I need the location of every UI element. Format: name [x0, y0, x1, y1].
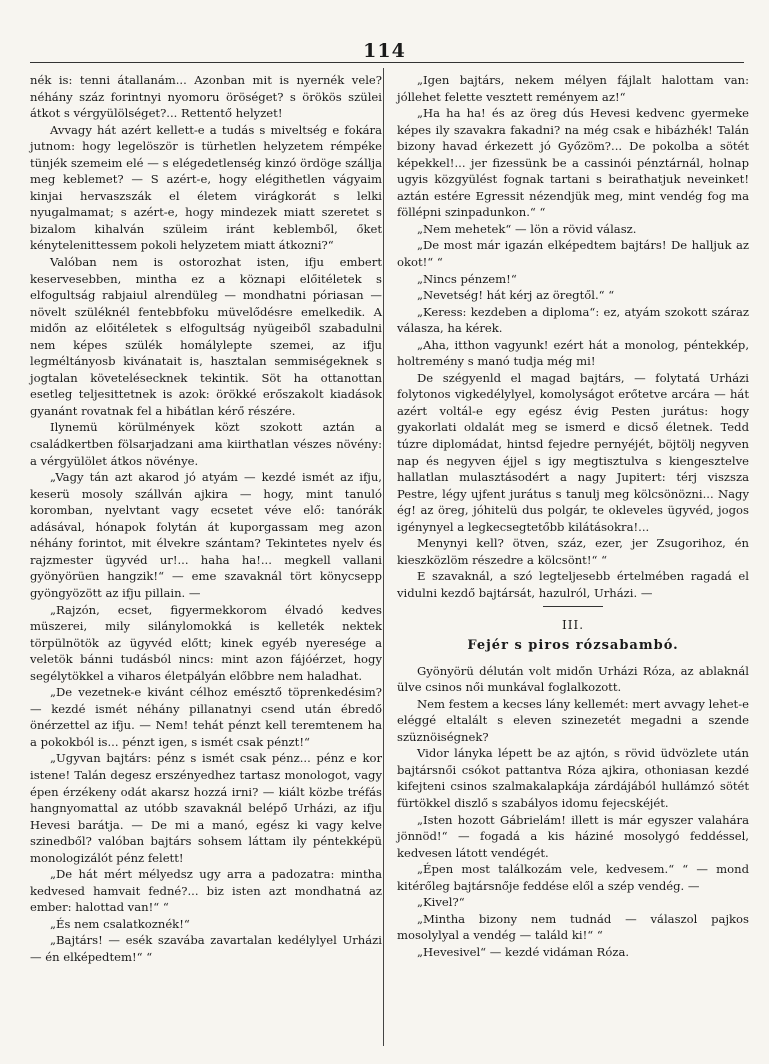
- section-rule: [543, 606, 603, 607]
- paragraph: „Hevesivel“ — kezdé vidáman Róza.: [417, 944, 630, 959]
- paragraph: De szégyenld el magad bajtárs, — folytatá Urházi folytonos vigkedélylyel, komolyságot erőtetve arcára — hát azért voltál-e egy egész évig Pesten jurátus: hogy gyakorlati oldalát meg se ismerd e dicső életnek. Tedd túzre diplomádat, hintsd fejedre pernyéjét, böjtölj negyven nap és negyven éjjel s igy megtisztulva s kiengesztelve hallatlan mulasztásodért a nagy Jupitert: térj viszsza Pestre, légy ujfent jurátus s tanulj meg kölcsönözni... Nagy ég! az öreg, jóhitelü dus polgár, te okleveles ügyvéd, jogos igénynyel a legkecsegtetőbb kilátásokra!...: [397, 370, 749, 534]
- paragraph: nék is: tenni átallanám... Azonban mit is nyernék vele? néhány száz forintnyi nyomoru öröséget? s örökös szülei átkot s vérgyülölséget?... Rettentő helyzet!: [30, 73, 382, 121]
- column-divider: [383, 68, 384, 1046]
- paragraph: „Keress: kezdeben a diploma“: ez, atyám szokott száraz válasza, ha kérek.: [397, 304, 749, 336]
- paragraph: „Kivel?“: [417, 895, 465, 910]
- paragraph: Vidor lányka lépett be az ajtón, s rövid üdvözlete után bajtársnői csókot pattantva Róza ajkira, othoniasan kezdé kifejteni csinos szalmakalapkája zárdájából hullámzó sötét fürtökkel diszlő s szabályos idomu fejecskéjét.: [397, 746, 749, 810]
- section-number: III.: [561, 617, 585, 632]
- section-title: Fejér s piros rózsabambó.: [467, 638, 679, 654]
- paragraph: „Mintha bizony nem tudnád — válaszol pajkos mosolylyal a vendég — találd ki!“ “: [397, 911, 749, 943]
- paragraph: „Igen bajtárs, nekem mélyen fájlalt halottam van: jóllehet felette vesztett reményem az!“: [397, 73, 749, 104]
- paragraph: „Ha ha ha! és az öreg dús Hevesi kedvenc gyermeke képes ily szavakra fakadni? na még csak e hibázhék! Talán bizony havad érkezett jó Győzöm?... De pokolba a sötét képekkel!... jer fizessünk be a cassinói pénztárnál, holnap ugyis közgyülést fognak tartani s beirathatjuk neveinket! aztán estére Egressit nézendjük meg, mint vendég fog ma föllépni szinpadunkon.“ “: [397, 106, 749, 220]
- paragraph: Avvagy hát azért kellett-e a tudás s miveltség e fokára jutnom: hogy legelöször is türhetlen helyzetem rémpéke tünjék szemeim elé — s elégedetlenség kinzó ördöge szállja meg keblemet? — S azért-e, hogy elégithetlen vágyaim kinjai hervaszszák el életem virágkorát s lelki nyugalmamat; s azért-e, hogy mindezek miatt szeretet s bizalom kihalván szüleim iránt keblemből, őket kénytelenittessem pokoli helyzetem miatt átkozni?“: [30, 122, 382, 253]
- paragraph: „Nem mehetek“ — lön a rövid válasz.: [417, 221, 637, 236]
- paragraph: „Rajzón, ecset, figyermekkorom élvadó kedves müszerei, mily silánylomokká is kelleték nektek törpülnötök az ügyvéd előtt; kinek egyéb nyeresége a veletök bánni tudásból nincs: mint azon fájóérzet, hogy segélytökkel a viharos életpályán előbbre nem haladhat.: [30, 602, 382, 683]
- paragraph: „Épen most találkozám vele, kedvesem.“ “ — mond kitérőleg bajtársnője feddése elől a szép vendég. —: [397, 862, 749, 893]
- header-rule: [30, 62, 744, 63]
- paragraph: „Aha, itthon vagyunk! ezért hát a monolog, péntekkép, holtremény s manó tudja még mi!: [397, 337, 749, 369]
- left-column: [30, 72, 382, 966]
- paragraph: „De most már igazán elképedtem bajtárs! De halljuk az okot!“ “: [397, 238, 749, 270]
- paragraph: „És nem csalatkoznék!“: [50, 916, 190, 931]
- right-column: [397, 72, 749, 960]
- paragraph: „De hát mért mélyedsz ugy arra a padozatra: mintha kedvesed hamvait fedné?... biz isten azt mondhatná az ember: halottad van!“ “: [30, 867, 382, 915]
- paragraph: „Isten hozott Gábrielám! illett is már egyszer valahára jönnöd!“ — fogadá a kis háziné mosolygó feddéssel, kedvesen látott vendégét.: [397, 812, 749, 860]
- paragraph: Gyönyörü délután volt midőn Urházi Róza, az ablaknál ülve csinos női munkával foglalkozott.: [397, 663, 749, 695]
- paragraph: „Nevetség! hát kérj az öregtől.“ “: [417, 288, 615, 303]
- paragraph: Nem festem a kecses lány kellemét: mert avvagy lehet-e eléggé eltalált s eleven szinezetét megadni a szende szüznöiségnek?: [397, 696, 749, 744]
- paragraph: Menynyi kell? ötven, száz, ezer, jer Zsugorihoz, én kieszközlöm részedre a kölcsönt!“ “: [397, 536, 749, 567]
- paragraph: Valóban nem is ostorozhat isten, ifju embert keservesebben, mintha ez a köznapi előitéletek s elfogultság rabjaiul alrendüleg — mondhatni póriasan — növelt szüléknél fentebbfoku müvelődésre emelkedik. A midőn az előitéletek s elfogultság nyügeiből szabadulni nem képes szülék homálylepte szemei, az ifju legméltányosb kivánatait is, hasztalan semmiségeknek s jogtalan követelésecknek tekintik. Söt ha ottanottan esetleg teljesittetnek is azok: örökké erőszakolt kiadások gyanánt rovatnak fel a hibátlan kérő részére.: [30, 255, 382, 418]
- paragraph: „De vezetnek-e kivánt célhoz emésztő töprenkedésim? — kezdé ismét néhány pillanatnyi csend után ébredő önérzettel az ifju. — Nem! tehát pénzt kell teremtenem ha a pokokból is... pénzt igen, s ismét csak pénzt!“: [30, 685, 382, 749]
- paragraph: „Ugyvan bajtárs: pénz s ismét csak pénz... pénz e kor istene! Talán degesz erszényedhez tartasz monologot, vagy épen érzékeny odát akarsz hozzá irni? — kiált közbe tréfás hangnyomattal az utóbb szavaknál belépő Urházi, az ifju Hevesi barátja. — De mi a manó, egész ki vagy kelve szinedből? valóban bajtárs sohsem láttam ily péntekképü monologizálót pénz felett!: [30, 751, 382, 865]
- paragraph: „Bajtárs! — esék szavába zavartalan kedélylyel Urházi — én elképedtem!“ “: [30, 933, 382, 964]
- page-number: 114: [363, 40, 406, 62]
- paragraph: „Vagy tán azt akarod jó atyám — kezdé ismét az ifju, keserü mosoly szállván ajkira — hogy, mint tanuló koromban, nyelvtant vagy ecsetet véve elő: tanórák adásával, hónapok folytán át kuporgassam meg azon néhány forintot, mit élvekre szántam? Tekintetes nyelv és rajzmester ügyvéd ur!... haha ha!... megkell vallani gyönyörüen hangzik!“ — eme szavaknál tört könycsepp gyöngyözött az ifju pillain. —: [30, 470, 382, 600]
- paragraph: Ilynemü körülmények közt szokott aztán a családkertben fölsarjadzani ama kiirthatlan vészes növény: a vérgyülölet átkos növénye.: [30, 420, 382, 468]
- paragraph: E szavaknál, a szó legteljesebb értelmében ragadá el vidulni kezdő bajtársát, hazulról, Urházi. —: [397, 569, 749, 600]
- paragraph: „Nincs pénzem!“: [417, 271, 517, 286]
